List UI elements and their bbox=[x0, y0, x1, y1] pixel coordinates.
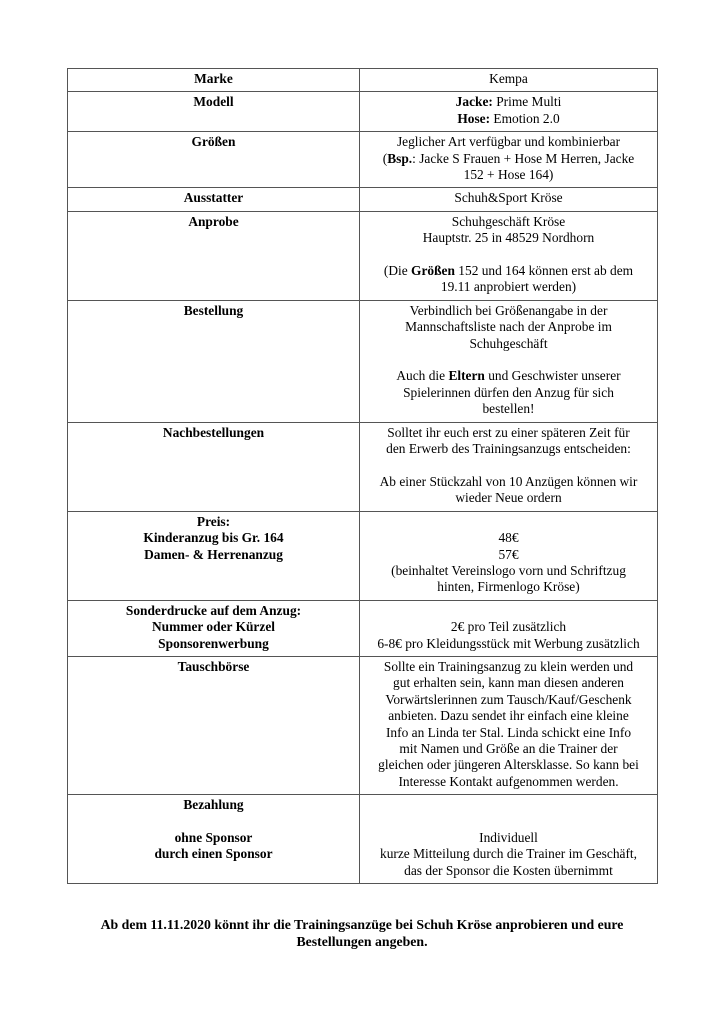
bold-text: Bsp. bbox=[387, 150, 413, 166]
table-row bbox=[68, 132, 658, 188]
text: ( bbox=[382, 150, 388, 166]
row-value-line: (beinhaltet Vereinslogo vorn und Schriftzug bbox=[391, 562, 626, 578]
row-value-line: das der Sponsor die Kosten übernimmt bbox=[404, 862, 613, 878]
row-value-line: Mannschaftsliste nach der Anprobe im bbox=[405, 319, 612, 335]
info-table-body bbox=[68, 69, 658, 884]
row-value bbox=[360, 795, 658, 884]
row-label-line: Kinderanzug bis Gr. 164 bbox=[143, 530, 284, 546]
row-value-line bbox=[364, 458, 653, 474]
text: (Die bbox=[383, 263, 412, 279]
row-value-line bbox=[364, 94, 653, 110]
row-value-line: Hauptstr. 25 in 48529 Nordhorn bbox=[422, 230, 595, 246]
row-label-line: Nummer oder Kürzel bbox=[152, 619, 275, 635]
row-label-line: Bestellung bbox=[183, 302, 244, 318]
row-label-line: Modell bbox=[193, 94, 234, 110]
row-label bbox=[68, 132, 360, 188]
row-value bbox=[360, 211, 658, 300]
row-value bbox=[360, 132, 658, 188]
text: 152 und 164 können erst ab dem bbox=[454, 263, 634, 279]
table-row bbox=[68, 300, 658, 422]
text: : Jacke S Frauen + Hose M Herren, Jacke bbox=[412, 150, 635, 166]
row-value-line: 57€ bbox=[498, 546, 519, 562]
table-row bbox=[68, 795, 658, 884]
row-value-line bbox=[364, 263, 653, 279]
row-value-line: 19.11 anprobiert werden) bbox=[440, 279, 577, 295]
row-value-line bbox=[364, 111, 653, 127]
row-value-line: Schuh&Sport Kröse bbox=[454, 190, 563, 206]
row-label-line: Sonderdrucke auf dem Anzug: bbox=[125, 602, 302, 618]
row-label-line: Preis: bbox=[196, 513, 231, 529]
table-row bbox=[68, 188, 658, 211]
row-value-line bbox=[364, 151, 653, 167]
row-label bbox=[68, 211, 360, 300]
row-label bbox=[68, 188, 360, 211]
row-label bbox=[68, 511, 360, 600]
row-value-line: Schuhgeschäft bbox=[469, 335, 548, 351]
row-value bbox=[360, 511, 658, 600]
row-value-line: 2€ pro Teil zusätzlich bbox=[450, 619, 567, 635]
text: Auch die bbox=[396, 368, 449, 384]
row-value bbox=[360, 188, 658, 211]
info-table bbox=[67, 68, 658, 884]
row-value-line: Ab einer Stückzahl von 10 Anzügen können wir bbox=[379, 473, 638, 489]
row-value-line: Jeglicher Art verfügbar und kombinierbar bbox=[396, 134, 621, 150]
row-value-line: Verbindlich bei Größenangabe in der bbox=[409, 302, 608, 318]
text: und Geschwister unserer bbox=[484, 368, 621, 384]
table-row bbox=[68, 511, 658, 600]
row-label-line: Nachbestellungen bbox=[162, 424, 265, 440]
row-value bbox=[360, 656, 658, 794]
footer-note: Ab dem 11.11.2020 könnt ihr die Trainingsanzüge bei Schuh Kröse anprobieren und eure Bestellungen angeben. bbox=[100, 917, 624, 949]
row-value-line bbox=[364, 797, 653, 813]
row-value-line: hinten, Firmenlogo Kröse) bbox=[437, 579, 580, 595]
row-value-line: bestellen! bbox=[482, 401, 535, 417]
row-value-line: Vorwärtslerinnen zum Tausch/Kauf/Geschenk bbox=[385, 691, 632, 707]
row-value-line: 6-8€ pro Kleidungsstück mit Werbung zusätzlich bbox=[377, 635, 640, 651]
row-value-line: Schuhgeschäft Kröse bbox=[451, 213, 566, 229]
table-row bbox=[68, 92, 658, 132]
row-value-line: Individuell bbox=[479, 829, 538, 845]
row-label bbox=[68, 795, 360, 884]
row-value-line: Kempa bbox=[489, 71, 528, 86]
row-label bbox=[68, 422, 360, 511]
row-label-line bbox=[72, 814, 355, 830]
row-value-line bbox=[364, 368, 653, 384]
row-label-line: Ausstatter bbox=[183, 190, 244, 206]
bold-text: Jacke: bbox=[455, 94, 493, 110]
row-value bbox=[360, 69, 658, 92]
row-label-line: Anprobe bbox=[188, 213, 239, 229]
table-row bbox=[68, 69, 658, 92]
row-label bbox=[68, 656, 360, 794]
row-value bbox=[360, 300, 658, 422]
table-row bbox=[68, 600, 658, 656]
row-value-line: mit Namen und Größe an die Trainer der bbox=[399, 740, 618, 756]
row-label-line: Bezahlung bbox=[183, 797, 244, 813]
row-value-line: den Erwerb des Trainingsanzugs entscheiden: bbox=[386, 441, 631, 457]
row-label-line: Damen- & Herrenanzug bbox=[144, 546, 283, 562]
row-label-line: Tauschbörse bbox=[177, 658, 250, 674]
row-value bbox=[360, 422, 658, 511]
row-label-line: durch einen Sponsor bbox=[154, 846, 273, 862]
row-value-line bbox=[364, 514, 653, 530]
row-value-line: Sollte ein Trainingsanzug zu klein werden und bbox=[383, 658, 634, 674]
row-value-line: gut erhalten sein, kann man diesen anderen bbox=[393, 675, 624, 691]
row-label-line: Größen bbox=[191, 134, 236, 150]
row-label-line: Marke bbox=[194, 71, 233, 86]
text: Prime Multi bbox=[492, 94, 562, 110]
row-value bbox=[360, 600, 658, 656]
bold-text: Größen bbox=[411, 263, 455, 279]
table-row bbox=[68, 422, 658, 511]
row-value-line bbox=[364, 247, 653, 263]
row-value-line: kurze Mitteilung durch die Trainer im Geschäft, bbox=[380, 846, 637, 862]
table-row bbox=[68, 211, 658, 300]
row-label-line: Sponsorenwerbung bbox=[158, 635, 269, 651]
row-value-line: 152 + Hose 164) bbox=[463, 167, 554, 183]
row-value-line: anbieten. Dazu sendet ihr einfach eine kleine bbox=[388, 708, 629, 724]
row-value-line: wieder Neue ordern bbox=[455, 490, 562, 506]
row-label bbox=[68, 69, 360, 92]
bold-text: Hose: bbox=[457, 110, 491, 126]
row-label bbox=[68, 300, 360, 422]
row-value-line bbox=[364, 603, 653, 619]
row-value-line: Spielerinnen dürfen den Anzug für sich bbox=[403, 384, 614, 400]
row-value-line: 48€ bbox=[498, 530, 519, 546]
row-label bbox=[68, 92, 360, 132]
row-value-line: Info an Linda ter Stal. Linda schickt eine Info bbox=[385, 724, 632, 740]
bold-text: Eltern bbox=[448, 368, 485, 384]
row-value-line: Solltet ihr euch erst zu einer späteren Zeit für bbox=[387, 424, 630, 440]
row-value bbox=[360, 92, 658, 132]
row-label bbox=[68, 600, 360, 656]
text: Emotion 2.0 bbox=[490, 110, 560, 126]
row-value-line bbox=[364, 814, 653, 830]
row-value-line: gleichen oder jüngeren Altersklasse. So kann bei bbox=[378, 757, 639, 773]
row-value-line bbox=[364, 352, 653, 368]
row-label-line: ohne Sponsor bbox=[174, 829, 253, 845]
table-row bbox=[68, 656, 658, 794]
row-value-line: Interesse Kontakt aufgenommen werden. bbox=[398, 773, 619, 789]
